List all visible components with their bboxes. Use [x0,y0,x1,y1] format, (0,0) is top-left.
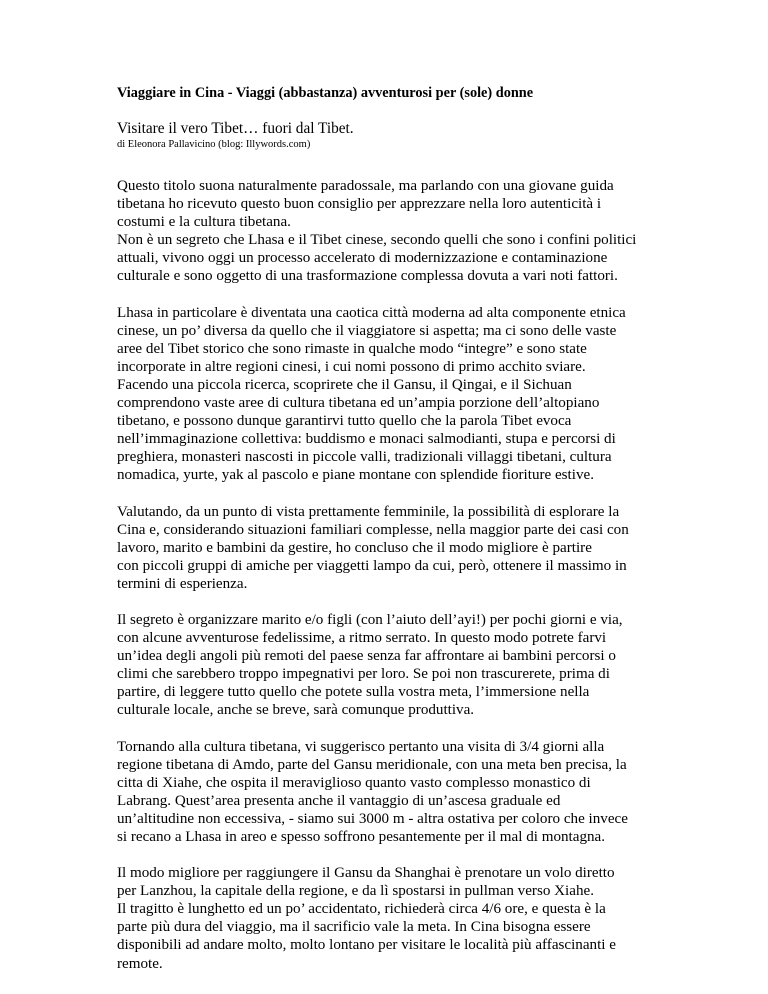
paragraph-line: tibetana ho ricevuto questo buon consiglio per apprezzare nella loro autenticità i [117,196,602,213]
paragraph-line: Cina e, considerando situazioni familiari complesse, nella maggior parte dei casi con [117,521,629,538]
paragraph-line: parte più dura del viaggio, ma il sacrificio vale la meta. In Cina bisogna essere [117,919,591,936]
paragraph-line: culturale e sono oggetto di una trasformazione complessa dovuta a vari noti fattori. [117,268,618,285]
paragraph [117,738,657,847]
paragraph-line: preghiera, monasteri nascosti in piccole valli, tradizionali villaggi tibetani, cultura [117,449,612,466]
paragraph-line: Questo titolo suona naturalmente paradossale, ma parlando con una giovane guida [117,178,614,194]
paragraph-line: incorporate in altre regioni cinesi, i cui nomi possono di primo acchito sviare. [117,358,586,375]
paragraph-line: Il modo migliore per raggiungere il Gansu da Shanghai è prenotare un volo diretto [117,865,615,882]
paragraph-line: tibetano, e possono dunque garantirvi tutto quello che la parola Tibet evoca [117,413,572,430]
paragraph-line: con alcune avventurose fedelissime, a ritmo serrato. In questo modo potrete farvi [117,630,607,647]
paragraph [117,177,657,286]
paragraph-line: Il tragitto è lunghetto ed un po’ accidentato, richiederà circa 4/6 ore, e questa è la [117,901,606,918]
paragraph-line: per Lanzhou, la capitale della regione, e da lì spostarsi in pullman verso Xiahe. [117,883,594,900]
paragraph-line: si recano a Lhasa in areo e spesso soffrono pesantemente per il mal di montagna. [117,829,606,845]
paragraph-line: costumi e la cultura tibetana. [117,214,291,231]
paragraph-line: comprendono vaste aree di cultura tibetana ed un’ampia porzione dell’altopiano [117,395,600,412]
paragraph-line: lavoro, marito e bambini da gestire, ho concluso che il modo migliore è partire [117,539,592,556]
paragraph [117,304,657,485]
paragraph-line: Il segreto è organizzare marito e/o figli (con l’aiuto dell’ayi!) per pochi giorni e via, [117,611,623,628]
paragraph-line: remote. [117,955,163,972]
paragraph-line: un’idea degli angoli più remoti del paese senza far affrontare ai bambini percorsi o [117,648,616,665]
paragraph-line: citta di Xiahe, che ospita il meraviglioso quanto vasto complesso monastico di [117,774,591,791]
paragraph [117,864,657,973]
paragraph-line: nell’immaginazione collettiva: buddismo e monaci salmodianti, stupa e percorsi di [117,431,616,448]
article-body [117,177,657,973]
paragraph-line: climi che sarebbero troppo impegnativi per loro. Se poi non trascurerete, prima di [117,666,610,683]
paragraph-line: disponibili ad andare molto, molto lontano per visitare le località più affascinanti e [117,937,616,954]
paragraph-line: termini di esperienza. [117,575,248,592]
paragraph-line: cinese, un po’ diversa da quello che il viaggiatore si aspetta; ma ci sono delle vaste [117,322,617,339]
paragraph-line: un’altitudine non eccessiva, - siamo sui 3000 m - altra ostativa per coloro che invece [117,810,628,827]
document-title: Viaggiare in Cina - Viaggi (abbastanza) avventurosi per (sole) donne [117,85,534,101]
document-page [117,84,657,991]
paragraph-line: attuali, vivono oggi un processo accelerato di modernizzazione e contaminazione [117,250,608,267]
paragraph [117,503,657,593]
paragraph-line: Facendo una piccola ricerca, scoprirete che il Gansu, il Qingai, e il Sichuan [117,376,572,393]
author-byline: di Eleonora Pallavicino (blog: Illywords.com) [117,139,311,150]
paragraph-line: regione tibetana di Amdo, parte del Gansu meridionale, con una meta ben precisa, la [117,756,627,773]
paragraph-line: Lhasa in particolare è diventata una caotica città moderna ad alta componente etnica [117,304,626,321]
paragraph-line: con piccoli gruppi di amiche per viaggetti lampo da cui, però, ottenere il massimo in [117,557,627,574]
paragraph-line: aree del Tibet storico che sono rimaste in qualche modo “integre” e sono state [117,340,587,357]
paragraph [117,611,657,720]
document-subtitle: Visitare il vero Tibet… fuori dal Tibet. [117,120,354,137]
paragraph-line: Non è un segreto che Lhasa e il Tibet cinese, secondo quelli che sono i confini politici [117,232,637,249]
paragraph-line: partire, di leggere tutto quello che potete sulla vostra meta, l’immersione nella [117,684,590,701]
paragraph-line: culturale locale, anche se breve, sarà comunque produttiva. [117,702,475,719]
paragraph-line: Labrang. Quest’area presenta anche il vantaggio di un’ascesa graduale ed [117,792,561,809]
paragraph-line: nomadica, yurte, yak al pascolo e piane montane con splendide fioriture estive. [117,467,594,484]
paragraph-line: Tornando alla cultura tibetana, vi suggerisco pertanto una visita di 3/4 giorni alla [117,738,605,755]
paragraph-line: Valutando, da un punto di vista prettamente femminile, la possibilità di esplorare la [117,503,620,520]
